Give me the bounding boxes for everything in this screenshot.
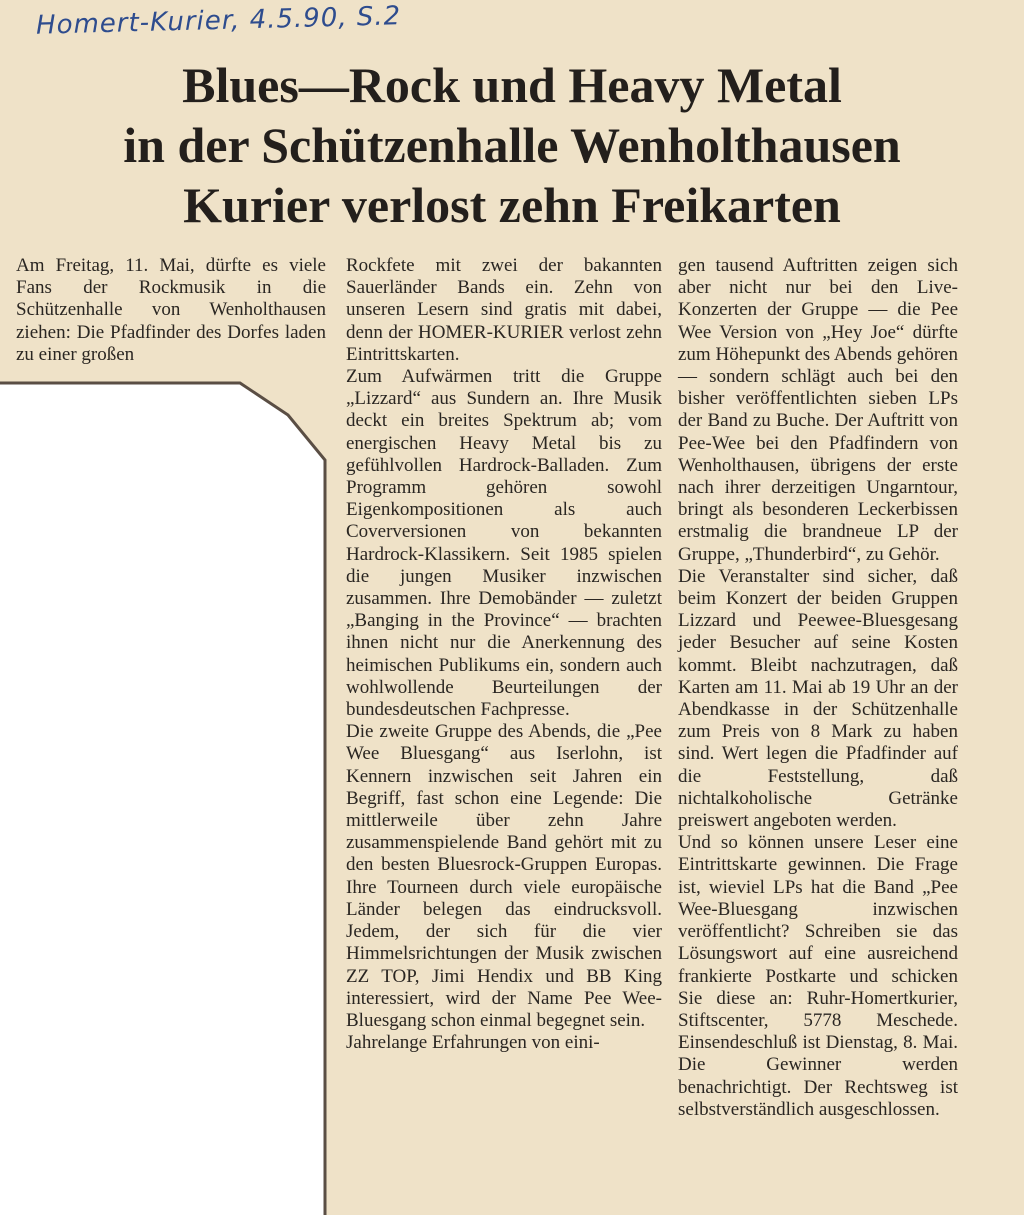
headline-line-1: Blues—Rock und Heavy Metal [182,57,842,113]
headline-line-3: Kurier verlost zehn Freikarten [183,177,841,233]
article-column-2 [346,255,662,1054]
article-column-3 [678,255,958,1121]
handwritten-note: Homert-Kurier, 4.5.90, S.2 [35,1,402,41]
paragraph: Jahrelange Erfahrungen von eini- [346,1032,600,1054]
headline-line-2: in der Schützenhalle Wenholthausen [123,117,901,173]
paragraph: Und so können unsere Leser eine Eintrittskarte gewinnen. Die Frage ist, wieviel LPs hat die Band „Pee Wee-Bluesgang inzwischen veröffentlicht? Schreiben sie das Lösungswort auf eine ausreichend frankierte Postkarte und schicken Sie diese an: Ruhr-Homertkurier, Stiftscenter, 5778 Meschede. Einsendeschluß ist Dienstag, 8. Mai. Die Gewinner werden benachrichtigt. Der Rechtsweg ist selbstverständlich ausgeschlossen. [678,832,958,1120]
paragraph: Am Freitag, 11. Mai, dürfte es viele Fans der Rockmusik in die Schützenhalle von Wenholthausen ziehen: Die Pfadfinder des Dorfes laden zu einer großen [16,255,326,365]
paragraph: Zum Aufwärmen tritt die Gruppe „Lizzard“ aus Sundern an. Ihre Musik deckt ein breites Spektrum ab; vom energischen Heavy Metal bis zu gefühlvollen Hardrock-Balladen. Zum Programm gehören sowohl Eigenkompositionen als auch Coverversionen von bekannten Hardrock-Klassikern. Seit 1985 spielen die jungen Musiker inzwischen zusammen. Ihre Demobänder — zuletzt „Banging in the Province“ — brachten ihnen nicht nur die Anerkennung des heimischen Publikums ein, sondern auch wohlwollende Beurteilungen der bundesdeutschen Fachpresse. [346,366,662,721]
paragraph: Rockfete mit zwei der bakannten Sauerländer Bands ein. Zehn von unseren Lesern sind gratis mit dabei, denn der HOMER-KURIER verlost zehn Eintrittskarten. [346,255,662,365]
paragraph: Die Veranstalter sind sicher, daß beim Konzert der beiden Gruppen Lizzard und Peewee-Bluesgesang jeder Besucher auf seine Kosten kommt. Bleibt nachzutragen, daß Karten am 11. Mai ab 19 Uhr an der Abendkasse in der Schützenhalle zum Preis von 8 Mark zu haben sind. Wert legen die Pfadfinder auf die Feststellung, daß nichtalkoholische Getränke preiswert angeboten werden. [678,565,958,832]
article-headline [0,55,1024,235]
paragraph: gen tausend Auftritten zeigen sich aber nicht nur bei den Live-Konzerten der Gruppe — die Pee Wee Version von „Hey Joe“ dürfte zum Höhepunkt des Abends gehören — sondern schlägt auch bei den bisher veröffentlichten sieben LPs der Band zu Buche. Der Auftritt von Pee-Wee bei den Pfadfindern von Wenholthausen, übrigens der erste nach ihrer derzeitigen Ungarntour, bringt als besonderen Leckerbissen erstmalig die brandneue LP der Gruppe, „Thunderbird“, zu Gehör. [678,255,958,565]
paragraph: Die zweite Gruppe des Abends, die „Pee Wee Bluesgang“ aus Iserlohn, ist Kennern inzwischen seit Jahren ein Begriff, fast schon eine Legende: Die mittlerweile über zehn Jahre zusammenspielende Band gehört mit zu den besten Bluesrock-Gruppen Europas. Ihre Tourneen durch viele europäische Länder belegen das eindrucksvoll. Jedem, der sich für die vier Himmelsrichtungen der Musik zwischen ZZ TOP, Jimi Hendix und BB King interessiert, wird der Name Pee Wee-Bluesgang schon einmal begegnet sein. [346,721,662,1031]
article-column-1 [16,255,326,366]
